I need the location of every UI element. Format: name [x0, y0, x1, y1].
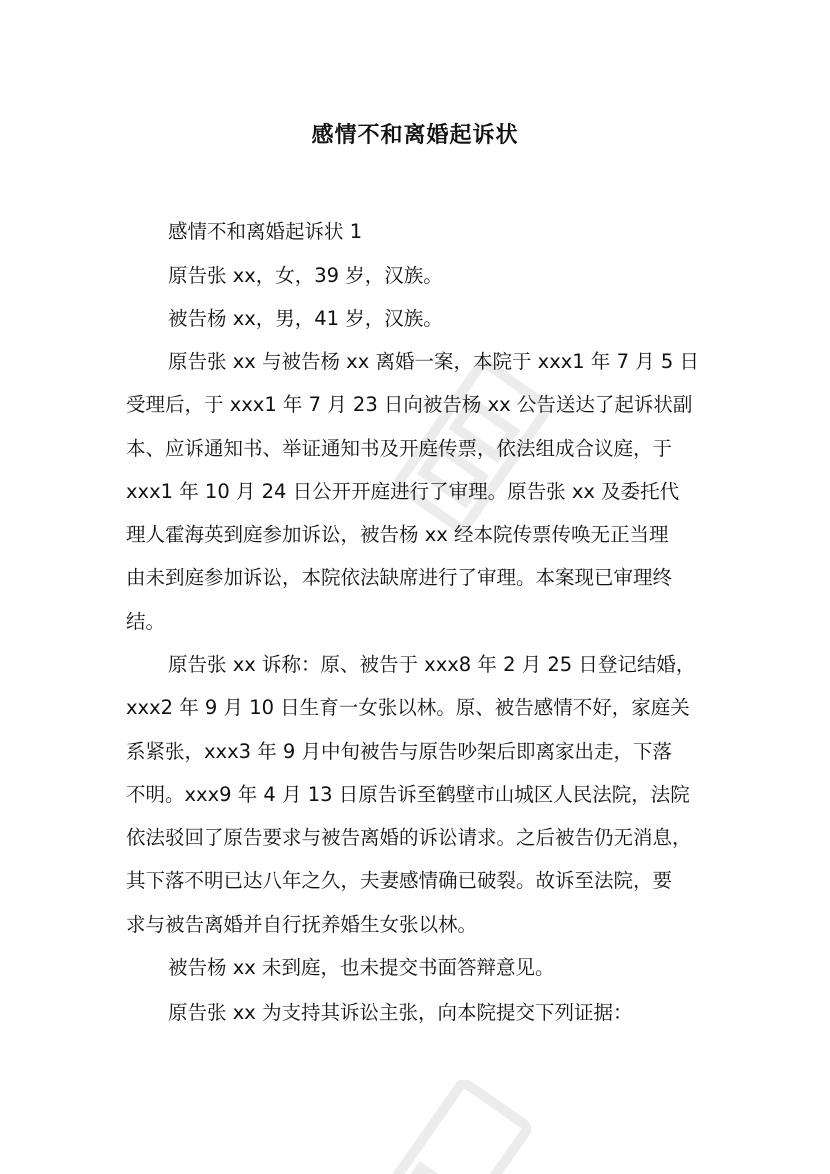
paragraph-line: 系紧张，xxx3 年 9 月中旬被告与原告吵架后即离家出走，下落 — [126, 740, 673, 763]
paragraph-line: 原告张 xx 诉称：原、被告于 xxx8 年 2 月 25 日登记结婚， — [168, 653, 696, 676]
paragraph-line: 不明。xxx9 年 4 月 13 日原告诉至鹤壁市山城区人民法院，法院 — [126, 783, 690, 806]
paragraph-line: 原告张 xx，女，39 岁，汉族。 — [168, 264, 443, 287]
paragraph-line: 理人霍海英到庭参加诉讼，被告杨 xx 经本院传票传唤无正当理 — [126, 523, 669, 546]
paragraph-line: 受理后，于 xxx1 年 7 月 23 日向被告杨 xx 公告送达了起诉状副 — [126, 393, 693, 416]
paragraph-line: xxx2 年 9 月 10 日生育一女张以林。原、被告感情不好，家庭关 — [126, 696, 690, 719]
paragraph-line: xxx1 年 10 月 24 日公开开庭进行了审理。原告张 xx 及委托代 — [126, 480, 680, 503]
paragraph-line: 被告杨 xx，男，41 岁，汉族。 — [168, 307, 443, 330]
watermark-icon — [360, 1080, 540, 1174]
paragraph-line: 本、应诉通知书、举证通知书及开庭传票，依法组成合议庭，于 — [126, 437, 673, 460]
paragraph-line: 原告张 xx 与被告杨 xx 离婚一案，本院于 xxx1 年 7 月 5 日 — [168, 350, 699, 373]
paragraph-line: 其下落不明已达八年之久，夫妻感情确已破裂。故诉至法院，要 — [126, 869, 673, 892]
paragraph-line: 依法驳回了原告要求与被告离婚的诉讼请求。之后被告仍无消息， — [126, 826, 692, 849]
paragraph-line: 被告杨 xx 未到庭，也未提交书面答辩意见。 — [168, 956, 555, 979]
paragraph-line: 原告张 xx 为支持其诉讼主张，向本院提交下列证据： — [168, 1001, 633, 1024]
paragraph-line: 由未到庭参加诉讼，本院依法缺席进行了审理。本案现已审理终 — [126, 566, 673, 589]
paragraph-line: 求与被告离婚并自行抚养婚生女张以林。 — [126, 913, 478, 936]
paragraph-line: 感情不和离婚起诉状 1 — [168, 220, 363, 243]
paragraph-line: 结。 — [126, 610, 166, 633]
document-title: 感情不和离婚起诉状 — [311, 123, 519, 148]
